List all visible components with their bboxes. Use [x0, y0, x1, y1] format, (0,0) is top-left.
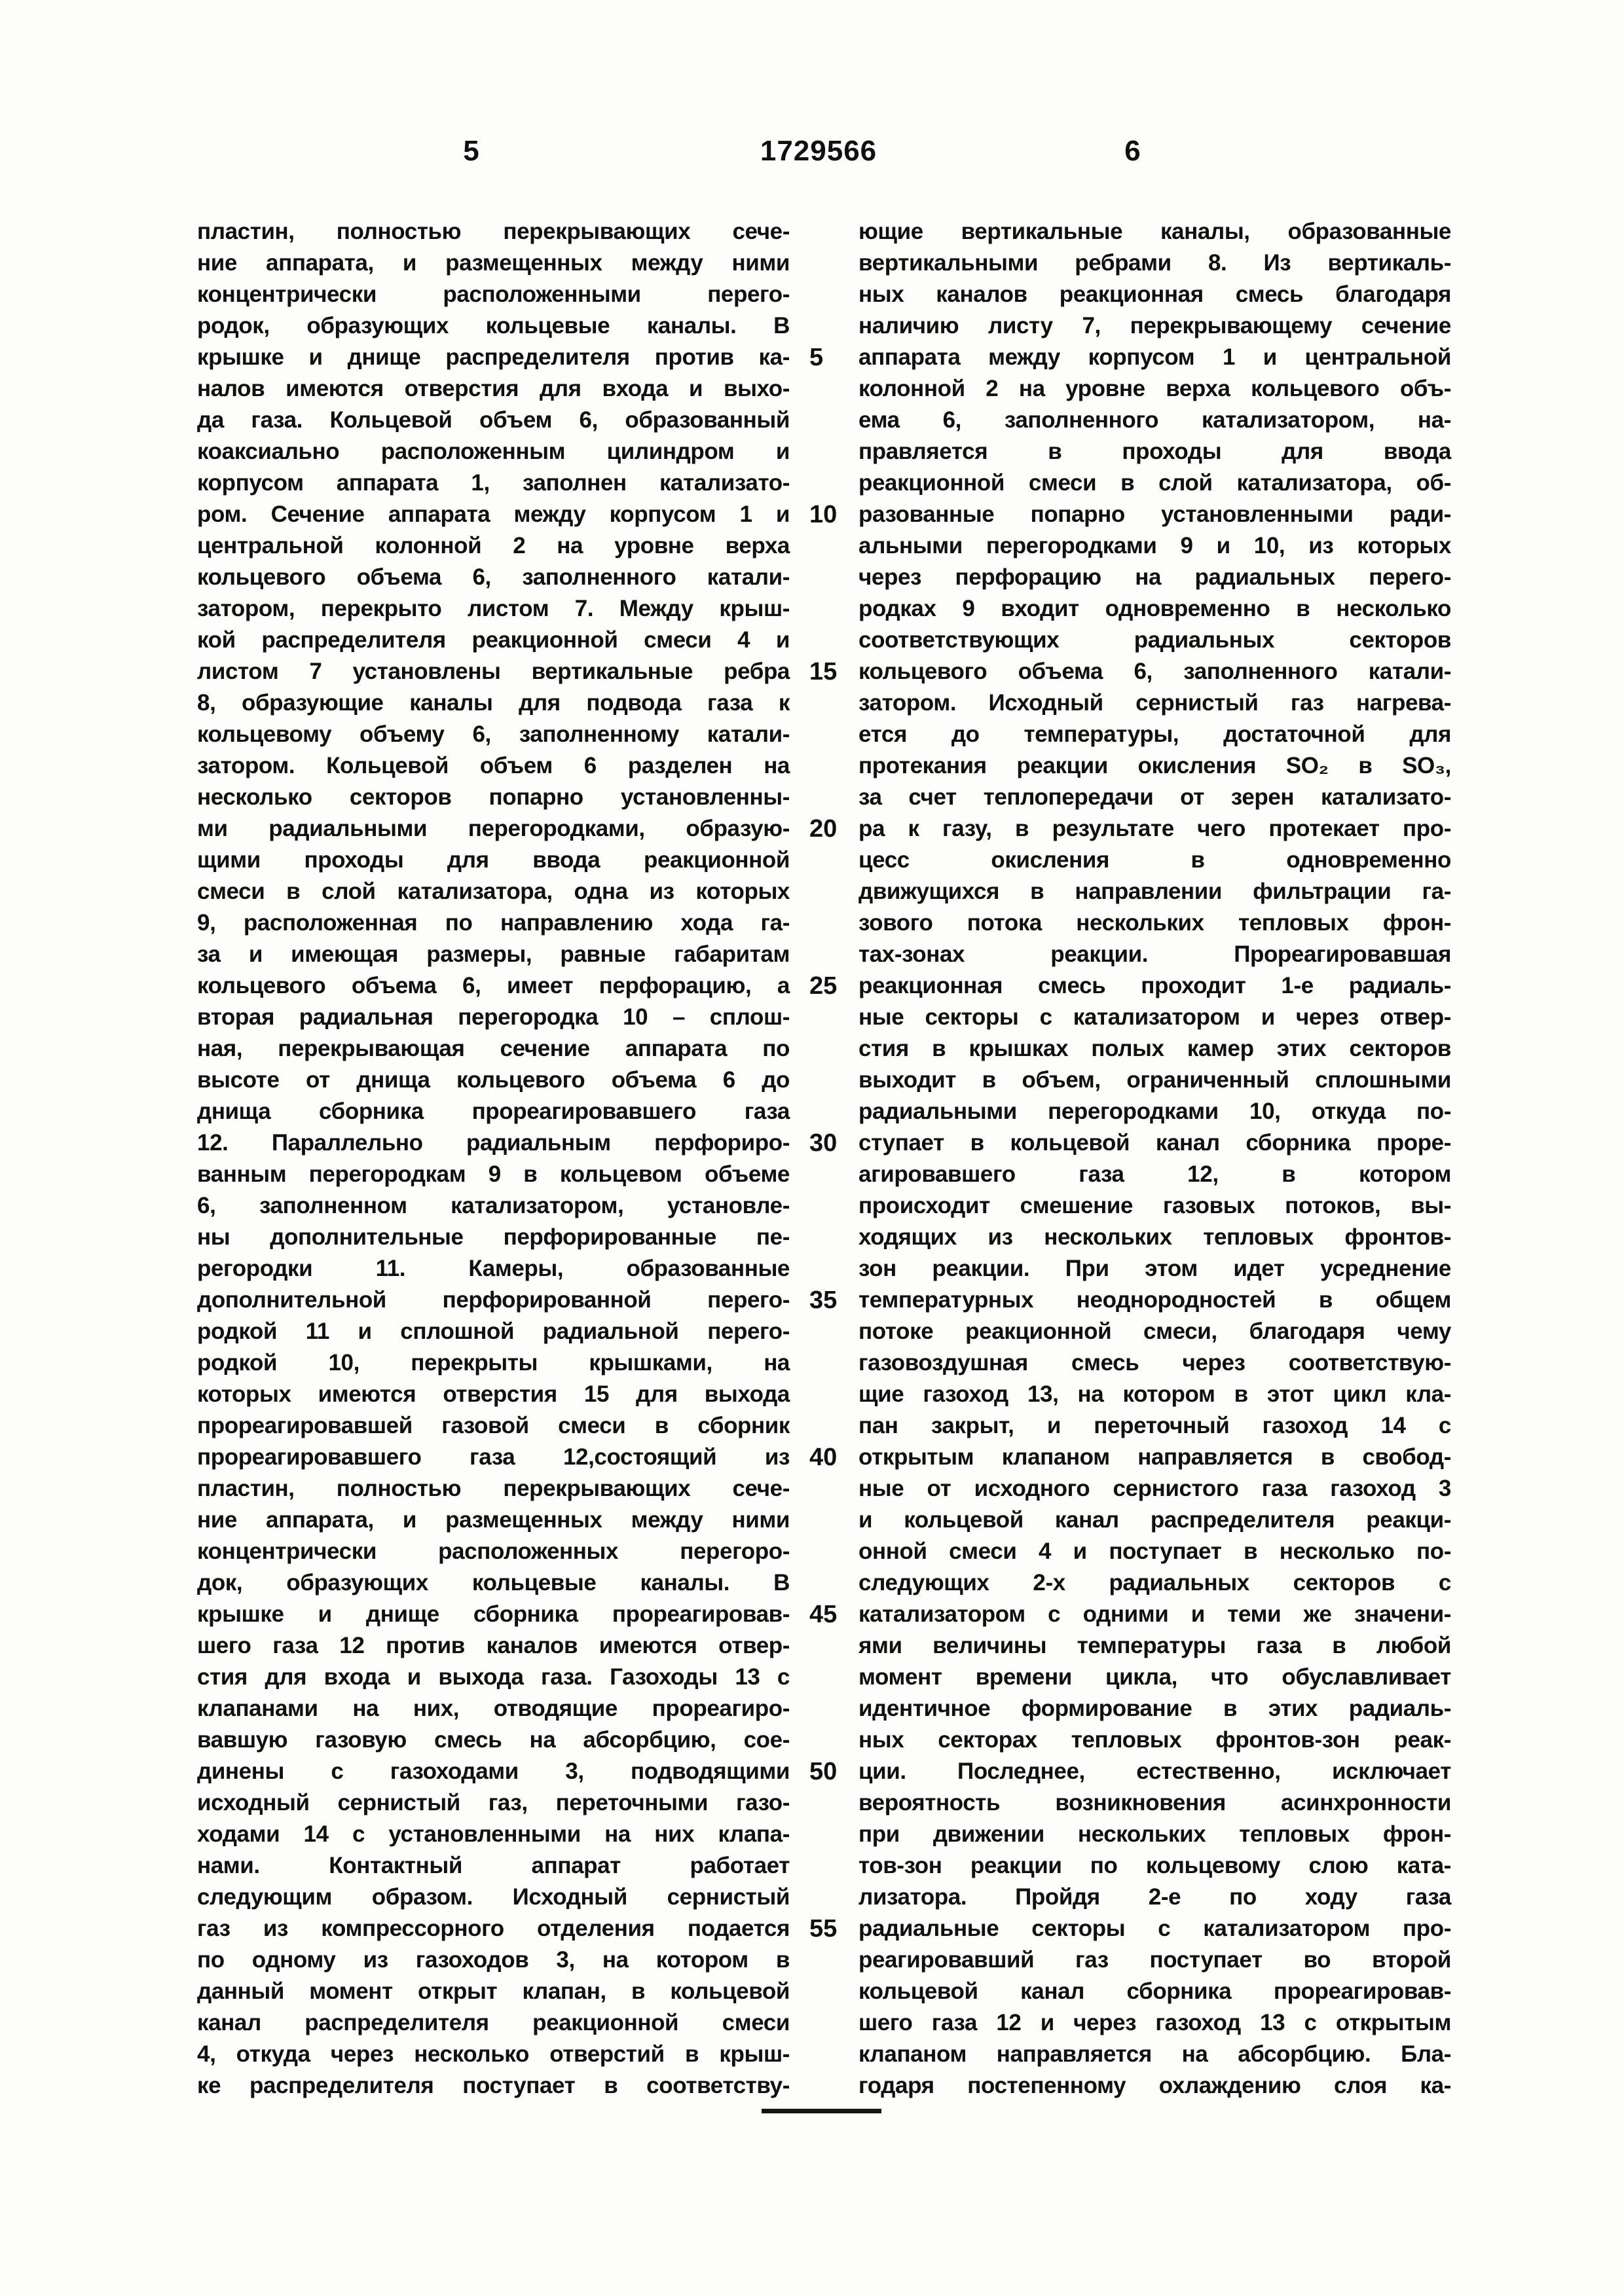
text-line: следующих 2-х радиальных секторов с — [858, 1570, 1451, 1595]
text-line: щие газоход 13, на котором в этот цикл кла- — [858, 1381, 1451, 1407]
text-line: листом 7 установлены вертикальные ребра — [197, 659, 790, 684]
text-line: ны дополнительные перфорированные пе- — [197, 1224, 790, 1250]
end-of-text-rule — [762, 2109, 881, 2113]
line-number: 55 — [809, 1915, 838, 1942]
text-line: наличию листу 7, перекрывающему сечение — [858, 313, 1451, 338]
text-line: ванным перегородкам 9 в кольцевом объеме — [197, 1161, 790, 1187]
text-line: ра к газу, в результате чего протекает про- — [858, 816, 1451, 841]
text-line: ке распределителя поступает в соответству- — [197, 2073, 790, 2098]
text-line: 12. Параллельно радиальным перфориро- — [197, 1130, 790, 1156]
text-line: происходит смешение газовых потоков, вы- — [858, 1193, 1451, 1218]
text-line: ции. Последнее, естественно, исключает — [858, 1758, 1451, 1784]
text-line: тов-зон реакции по кольцевому слою ката- — [858, 1853, 1451, 1878]
text-line: идентичное формирование в этих радиаль- — [858, 1696, 1451, 1721]
patent-number: 1729566 — [760, 135, 877, 167]
text-line: динены с газоходами 3, подводящими — [197, 1758, 790, 1784]
text-line: аппарата между корпусом 1 и центральной — [858, 344, 1451, 370]
text-line: щими проходы для ввода реакционной — [197, 847, 790, 873]
text-line: разованные попарно установленными ради- — [858, 501, 1451, 527]
text-line: ние аппарата, и размещенных между ними — [197, 250, 790, 276]
text-line: протекания реакции окисления SO₂ в SO₃, — [858, 753, 1451, 778]
text-line: док, образующих кольцевые каналы. В — [197, 1570, 790, 1595]
text-line: смеси в слой катализатора, одна из которых — [197, 879, 790, 904]
text-line: ми радиальными перегородками, образую- — [197, 816, 790, 841]
text-line: потоке реакционной смеси, благодаря чему — [858, 1319, 1451, 1344]
text-line: соответствующих радиальных секторов — [858, 627, 1451, 653]
text-line: кольцевой канал сборника прореагировав- — [858, 1978, 1451, 2004]
line-number: 45 — [809, 1601, 838, 1628]
text-line: концентрически расположенных перегоро- — [197, 1539, 790, 1564]
text-line: ходящих из нескольких тепловых фронтов- — [858, 1224, 1451, 1250]
line-number: 35 — [809, 1286, 838, 1314]
text-line: за и имеющая размеры, равные габаритам — [197, 941, 790, 967]
text-line: родках 9 входит одновременно в несколько — [858, 596, 1451, 621]
text-line: ные от исходного сернистого газа газоход 3 — [858, 1476, 1451, 1501]
text-column-left — [197, 216, 790, 2102]
text-line: тах-зонах реакции. Прореагировавшая — [858, 941, 1451, 967]
text-line: родкой 11 и сплошной радиальной перего- — [197, 1319, 790, 1344]
text-line: высоте от днища кольцевого объема 6 до — [197, 1067, 790, 1093]
text-line: ема 6, заполненного катализатором, на- — [858, 407, 1451, 433]
text-line: ные секторы с катализатором и через отвер- — [858, 1004, 1451, 1030]
text-line: движущихся в направлении фильтрации га- — [858, 879, 1451, 904]
text-line: регородки 11. Камеры, образованные — [197, 1256, 790, 1281]
text-line: годаря постепенному охлаждению слоя ка- — [858, 2073, 1451, 2098]
text-line: стия в крышках полых камер этих секторов — [858, 1036, 1451, 1061]
text-line: дополнительной перфорированной перего- — [197, 1287, 790, 1313]
text-line: родок, образующих кольцевые каналы. В — [197, 313, 790, 338]
text-line: зового потока нескольких тепловых фрон- — [858, 910, 1451, 936]
text-line: ющие вертикальные каналы, образованные — [858, 219, 1451, 244]
text-line: вавшую газовую смесь на абсорбцию, сое- — [197, 1727, 790, 1753]
text-line: кольцевого объема 6, заполненного катали- — [858, 659, 1451, 684]
text-line: несколько секторов попарно установленны- — [197, 784, 790, 810]
text-line: концентрически расположенными перего- — [197, 282, 790, 307]
text-line: ями величины температуры газа в любой — [858, 1633, 1451, 1658]
text-line: ступает в кольцевой канал сборника проре- — [858, 1130, 1451, 1156]
text-line: кольцевого объема 6, имеет перфорацию, а — [197, 973, 790, 998]
text-line: кой распределителя реакционной смеси 4 и — [197, 627, 790, 653]
text-line: газовоздушная смесь через соответствую- — [858, 1350, 1451, 1376]
text-line: открытым клапаном направляется в свобод- — [858, 1444, 1451, 1470]
text-line: ходами 14 с установленными на них клапа- — [197, 1821, 790, 1847]
text-line: при движении нескольких тепловых фрон- — [858, 1821, 1451, 1847]
text-line: радиальные секторы с катализатором про- — [858, 1916, 1451, 1941]
page-number-right: 6 — [1124, 135, 1141, 167]
text-line: нами. Контактный аппарат работает — [197, 1853, 790, 1878]
text-line: по одному из газоходов 3, на котором в — [197, 1947, 790, 1973]
text-line: ных каналов реакционная смесь благодаря — [858, 282, 1451, 307]
text-line: ных секторах тепловых фронтов-зон реак- — [858, 1727, 1451, 1753]
text-line: и кольцевой канал распределителя реакци- — [858, 1507, 1451, 1533]
text-line: 6, заполненном катализатором, установле- — [197, 1193, 790, 1218]
text-line: 4, откуда через несколько отверстий в крыш- — [197, 2041, 790, 2067]
text-line: газ из компрессорного отделения подается — [197, 1916, 790, 1941]
text-line: днища сборника прореагировавшего газа — [197, 1099, 790, 1124]
text-line: кольцевого объема 6, заполненного катали- — [197, 564, 790, 590]
text-line: через перфорацию на радиальных перего- — [858, 564, 1451, 590]
text-line: момент времени цикла, что обуславливает — [858, 1664, 1451, 1690]
text-line: канал распределителя реакционной смеси — [197, 2010, 790, 2035]
text-line: данный момент открыт клапан, в кольцевой — [197, 1978, 790, 2004]
line-number: 10 — [809, 501, 838, 528]
text-line: затором. Исходный сернистый газ нагрева- — [858, 690, 1451, 716]
text-line: альными перегородками 9 и 10, из которых — [858, 533, 1451, 558]
text-line: шего газа 12 и через газоход 13 с открытым — [858, 2010, 1451, 2035]
text-line: клапаном направляется на абсорбцию. Бла- — [858, 2041, 1451, 2067]
text-line: вертикальными ребрами 8. Из вертикаль- — [858, 250, 1451, 276]
text-line: которых имеются отверстия 15 для выхода — [197, 1381, 790, 1407]
text-line: колонной 2 на уровне верха кольцевого объ- — [858, 376, 1451, 401]
line-number: 25 — [809, 972, 838, 1000]
text-line: клапанами на них, отводящие прореагиро- — [197, 1696, 790, 1721]
text-line: шего газа 12 против каналов имеются отвер- — [197, 1633, 790, 1658]
text-line: цесс окисления в одновременно — [858, 847, 1451, 873]
text-line: правляется в проходы для ввода — [858, 439, 1451, 464]
text-line: радиальными перегородками 10, откуда по- — [858, 1099, 1451, 1124]
text-line: исходный сернистый газ, переточными газо- — [197, 1790, 790, 1815]
text-line: да газа. Кольцевой объем 6, образованный — [197, 407, 790, 433]
text-line: онной смеси 4 и поступает в несколько по- — [858, 1539, 1451, 1564]
text-line: стия для входа и выхода газа. Газоходы 13 с — [197, 1664, 790, 1690]
text-line: ние аппарата, и размещенных между ними — [197, 1507, 790, 1533]
text-column-right — [858, 216, 1451, 2102]
text-line: 9, расположенная по направлению хода га- — [197, 910, 790, 936]
text-line: выходит в объем, ограниченный сплошными — [858, 1067, 1451, 1093]
text-line: 8, образующие каналы для подвода газа к — [197, 690, 790, 716]
text-line: прореагировавшего газа 12,состоящий из — [197, 1444, 790, 1470]
text-line: центральной колонной 2 на уровне верха — [197, 533, 790, 558]
text-line: кольцевому объему 6, заполненному катали- — [197, 721, 790, 747]
text-line: следующим образом. Исходный сернистый — [197, 1884, 790, 1910]
line-number: 30 — [809, 1129, 838, 1157]
line-number: 5 — [809, 344, 824, 371]
text-line: крышке и днище сборника прореагировав- — [197, 1601, 790, 1627]
text-line: коаксиально расположенным цилиндром и — [197, 439, 790, 464]
line-number: 40 — [809, 1444, 838, 1471]
text-line: агировавшего газа 12, в котором — [858, 1161, 1451, 1187]
text-line: зон реакции. При этом идет усреднение — [858, 1256, 1451, 1281]
text-line: затором, перекрыто листом 7. Между крыш- — [197, 596, 790, 621]
text-line: пластин, полностью перекрывающих сече- — [197, 219, 790, 244]
text-line: ром. Сечение аппарата между корпусом 1 и — [197, 501, 790, 527]
text-line: прореагировавшей газовой смеси в сборник — [197, 1413, 790, 1438]
line-number: 50 — [809, 1758, 838, 1785]
text-line: вероятность возникновения асинхронности — [858, 1790, 1451, 1815]
text-line: реагировавший газ поступает во второй — [858, 1947, 1451, 1973]
text-line: температурных неоднородностей в общем — [858, 1287, 1451, 1313]
text-line: крышке и днище распределителя против ка- — [197, 344, 790, 370]
text-line: лизатора. Пройдя 2-е по ходу газа — [858, 1884, 1451, 1910]
text-line: ная, перекрывающая сечение аппарата по — [197, 1036, 790, 1061]
text-line: ется до температуры, достаточной для — [858, 721, 1451, 747]
text-line: пан закрыт, и переточный газоход 14 с — [858, 1413, 1451, 1438]
text-line: за счет теплопередачи от зерен катализато- — [858, 784, 1451, 810]
text-line: пластин, полностью перекрывающих сече- — [197, 1476, 790, 1501]
text-line: родкой 10, перекрыты крышками, на — [197, 1350, 790, 1376]
text-line: реакционной смеси в слой катализатора, об- — [858, 470, 1451, 496]
line-number: 15 — [809, 658, 838, 685]
text-line: затором. Кольцевой объем 6 разделен на — [197, 753, 790, 778]
text-line: корпусом аппарата 1, заполнен катализато- — [197, 470, 790, 496]
page-number-left: 5 — [463, 135, 480, 167]
line-number: 20 — [809, 815, 838, 843]
text-line: налов имеются отверстия для входа и выхо- — [197, 376, 790, 401]
line-number-gutter — [809, 216, 864, 2102]
text-line: вторая радиальная перегородка 10 – сплош- — [197, 1004, 790, 1030]
text-line: реакционная смесь проходит 1-е радиаль- — [858, 973, 1451, 998]
text-line: катализатором с одними и теми же значени- — [858, 1601, 1451, 1627]
